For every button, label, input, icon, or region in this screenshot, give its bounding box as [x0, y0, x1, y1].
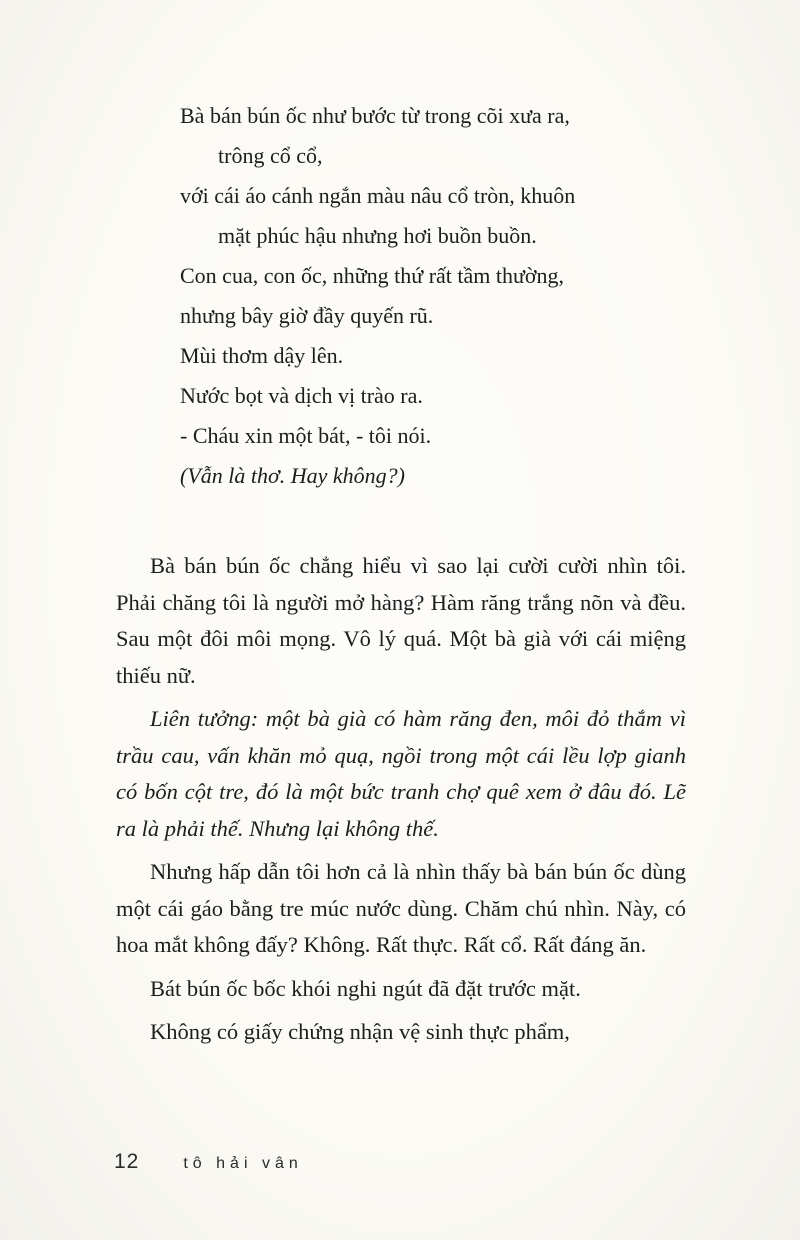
paragraph: Bát bún ốc bốc khói nghi ngút đã đặt trước mặt.: [150, 975, 581, 1001]
poem-line: Con cua, con ốc, những thứ rất tầm thường,: [180, 263, 565, 288]
page-footer: [114, 1150, 303, 1174]
prose-block: [116, 548, 686, 1051]
page-content: [116, 96, 686, 1058]
poem-line: Nước bọt và dịch vị trào ra.: [180, 383, 423, 408]
poem-line: nhưng bây giờ đầy quyến rũ.: [180, 303, 434, 328]
paragraph: Liên tưởng: một bà già có hàm răng đen, môi đỏ thắm vì trầu cau, vấn khăn mỏ quạ, ngồi trong một cái lều lợp gianh có bốn cột tre, đó là một bức tranh chợ quê xem ở đâu đó. Lẽ ra là phải thế. Nhưng lại không thế.: [116, 706, 686, 841]
poem-line: mặt phúc hậu nhưng hơi buồn buồn.: [218, 223, 537, 248]
poem-line: trông cổ cổ,: [218, 143, 323, 168]
poem-block: [180, 96, 686, 496]
poem-line: - Cháu xin một bát, - tôi nói.: [180, 423, 432, 448]
paragraph: Bà bán bún ốc chẳng hiểu vì sao lại cười cười nhìn tôi. Phải chăng tôi là người mở hàng? Hàm răng trắng nõn và đều. Sau một đôi môi mọng. Vô lý quá. Một bà già với cái miệng thiếu nữ.: [116, 553, 686, 688]
paragraph: Không có giấy chứng nhận vệ sinh thực phẩm,: [150, 1019, 570, 1044]
poem-line: Mùi thơm dậy lên.: [180, 343, 344, 368]
poem-line: Bà bán bún ốc như bước từ trong cõi xưa ra,: [180, 103, 570, 128]
poem-line: (Vẫn là thơ. Hay không?): [180, 463, 405, 488]
author-name: tô hải vân: [183, 1155, 303, 1172]
page-number: 12: [114, 1150, 140, 1173]
paragraph: Nhưng hấp dẫn tôi hơn cả là nhìn thấy bà bán bún ốc dùng một cái gáo bằng tre múc nước dùng. Chăm chú nhìn. Này, có hoa mắt không đấy? Không. Rất thực. Rất cổ. Rất đáng ăn.: [116, 859, 686, 957]
poem-line: với cái áo cánh ngắn màu nâu cổ tròn, khuôn: [180, 183, 576, 208]
